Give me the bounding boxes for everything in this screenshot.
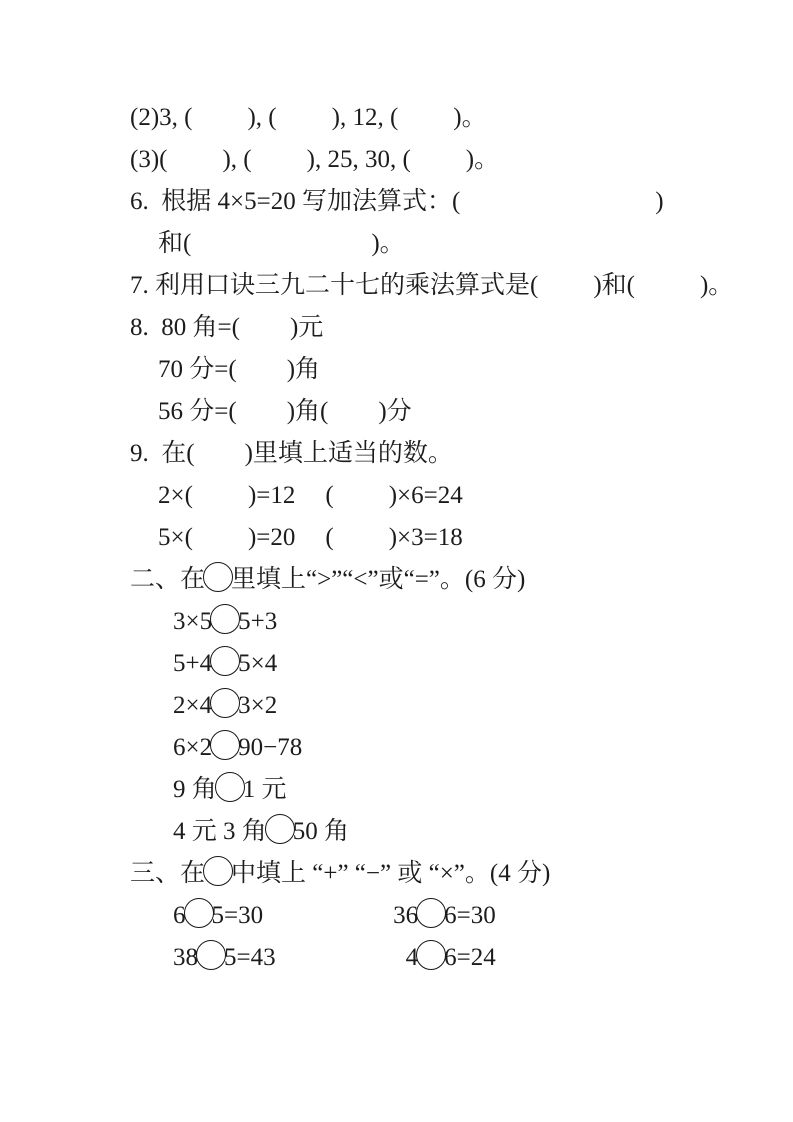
answer-blank [328, 417, 378, 419]
document-line [130, 391, 753, 433]
answer-blank [460, 207, 655, 209]
text-run: 5+4 [173, 650, 213, 677]
answer-blank [635, 291, 700, 293]
text-run: ), ( [247, 104, 277, 131]
text-run: 2×4 [173, 692, 213, 719]
document-line [130, 139, 753, 181]
text-run: 7. 利用口诀三九二十七的乘法算式是( [130, 272, 539, 299]
answer-blank [295, 501, 325, 503]
worksheet-body [130, 97, 753, 979]
text-run: 6 [173, 902, 186, 929]
document-line [130, 937, 753, 979]
text-run: ), 25, 30, ( [306, 146, 411, 173]
answer-blank [398, 123, 453, 125]
document-line [130, 475, 753, 517]
document-line [130, 643, 753, 685]
document-line [130, 223, 753, 265]
text-run: )元 [289, 314, 324, 341]
answer-blank [193, 543, 248, 545]
text-run: 50 角 [292, 818, 350, 845]
answer-circle [184, 898, 214, 928]
text-run: )=20 [247, 524, 296, 551]
document-line [130, 349, 753, 391]
text-run: 4 元 3 角 [173, 818, 267, 845]
document-line [130, 433, 753, 475]
document-line [130, 769, 753, 811]
text-run: 中填上 “+” “−” 或 “×”。(4 分) [231, 860, 551, 887]
document-line [130, 811, 753, 853]
text-run: 三、在 [130, 860, 206, 887]
text-run: ), 12, ( [331, 104, 399, 131]
answer-circle [203, 856, 233, 886]
text-run: 和( [158, 230, 192, 257]
text-run: )里填上适当的数。 [244, 440, 453, 467]
answer-blank [191, 249, 371, 251]
text-run: 3×5 [173, 608, 213, 635]
text-run: 3×2 [238, 692, 278, 719]
answer-blank [237, 417, 287, 419]
text-run: 5+3 [238, 608, 278, 635]
answer-blank [334, 543, 389, 545]
text-run: ), ( [222, 146, 252, 173]
text-run: ( [325, 524, 334, 551]
answer-circle [416, 940, 446, 970]
text-run: )×6=24 [388, 482, 463, 509]
text-run: 56 分=( [158, 398, 237, 425]
text-run: )。 [453, 104, 487, 131]
text-run: )角( [286, 398, 329, 425]
text-run: 5×4 [238, 650, 278, 677]
text-run: 1 元 [242, 776, 287, 803]
answer-blank [193, 501, 248, 503]
answer-blank [167, 165, 222, 167]
document-line [130, 97, 753, 139]
answer-blank [192, 123, 247, 125]
document-line [130, 685, 753, 727]
document-line [130, 517, 753, 559]
document-line [130, 559, 753, 601]
text-run: )角 [286, 356, 321, 383]
text-run: )。 [699, 272, 734, 299]
answer-circle [210, 646, 240, 676]
text-run: 5=30 [211, 902, 264, 929]
document-line [130, 727, 753, 769]
document-line [130, 181, 753, 223]
answer-blank [195, 459, 245, 461]
answer-circle [210, 730, 240, 760]
answer-circle [203, 562, 233, 592]
answer-circle [210, 604, 240, 634]
text-run: 70 分=( [158, 356, 237, 383]
answer-circle [215, 772, 245, 802]
text-run: )=12 [247, 482, 296, 509]
answer-blank [277, 123, 332, 125]
answer-blank [411, 165, 466, 167]
text-run: 6=30 [444, 902, 496, 929]
text-run: )。 [465, 146, 500, 173]
text-run: 2×( [158, 482, 193, 509]
answer-blank [252, 165, 307, 167]
answer-circle [210, 688, 240, 718]
document-line [130, 601, 753, 643]
answer-circle [196, 940, 226, 970]
document-line [130, 265, 753, 307]
text-run: 9 角 [173, 776, 217, 803]
answer-circle [265, 814, 295, 844]
answer-blank [295, 543, 325, 545]
text-run: 9. 在( [130, 440, 195, 467]
text-run: )×3=18 [388, 524, 463, 551]
text-run: ) [655, 188, 664, 215]
text-run: (3)( [130, 146, 168, 173]
text-run: 36 [393, 902, 419, 929]
text-run: 90−78 [238, 734, 303, 761]
text-run: 4 [405, 944, 419, 971]
answer-circle [416, 898, 446, 928]
answer-blank [263, 921, 393, 923]
text-run: 5×( [158, 524, 193, 551]
answer-blank [240, 333, 290, 335]
text-run: 8. 80 角=( [130, 314, 240, 341]
text-run: 二、在 [130, 566, 206, 593]
text-run: )。 [371, 230, 405, 257]
answer-blank [538, 291, 593, 293]
text-run: )分 [378, 398, 412, 425]
text-run: ( [325, 482, 334, 509]
text-run: 6. 根据 4×5=20 写加法算式：( [130, 188, 461, 215]
text-run: 38 [173, 944, 198, 971]
text-run: (2)3, ( [130, 104, 193, 131]
answer-blank [276, 963, 406, 965]
text-run: 6=24 [444, 944, 496, 971]
text-run: 5=43 [224, 944, 276, 971]
document-line [130, 895, 753, 937]
text-run: )和( [593, 272, 635, 299]
text-run: 6×2 [173, 734, 213, 761]
document-line [130, 853, 753, 895]
document-line [130, 307, 753, 349]
answer-blank [334, 501, 389, 503]
answer-blank [237, 375, 287, 377]
text-run: 里填上“>”“<”或“=”。(6 分) [231, 566, 526, 593]
